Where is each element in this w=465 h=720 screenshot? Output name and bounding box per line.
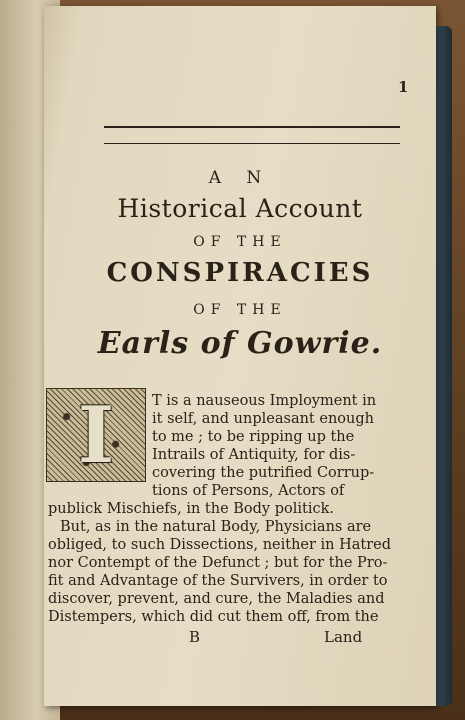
body-line: But, as in the natural Body, Physicians are — [60, 519, 372, 535]
body-line: Intrails of Antiquity, for dis- — [152, 447, 356, 463]
body-line: obliged, to such Dissections, neither in Hatred — [48, 537, 392, 553]
body-line: nor Contempt of the Defunct ; but for the Pro- — [48, 555, 388, 571]
title-of-the-2: OF THE — [193, 302, 287, 318]
body-line: to me ; to be ripping up the — [152, 429, 355, 445]
body-line: tions of Persons, Actors of — [152, 483, 345, 499]
body-line: it self, and unpleasant enough — [152, 411, 374, 427]
catchword: Land — [324, 628, 363, 646]
header-rule-thin — [104, 143, 400, 144]
body-line: publick Mischiefs, in the Body politick. — [48, 501, 334, 517]
book-page — [44, 6, 436, 706]
drop-cap-letter: I — [77, 389, 115, 481]
page-number: 1 — [398, 78, 409, 96]
title-of-the-1: OF THE — [193, 234, 287, 250]
title-earls-of-gowrie: Earls of Gowrie. — [97, 326, 383, 361]
signature-mark: B — [189, 628, 201, 646]
body-line: covering the putrified Corrup- — [152, 465, 375, 481]
body-line: discover, prevent, and cure, the Maladies and — [48, 591, 385, 607]
title-historical-account: Historical Account — [117, 194, 363, 223]
ornamental-initial — [46, 388, 146, 482]
title-conspiracies: CONSPIRACIES — [106, 258, 374, 288]
body-line: Distempers, which did cut them off, from the — [48, 609, 379, 625]
body-line: T is a nauseous Imployment in — [152, 393, 377, 409]
title-an: A N — [208, 168, 272, 188]
body-line: fit and Advantage of the Survivers, in order to — [48, 573, 388, 589]
header-rule-thick — [104, 126, 400, 128]
